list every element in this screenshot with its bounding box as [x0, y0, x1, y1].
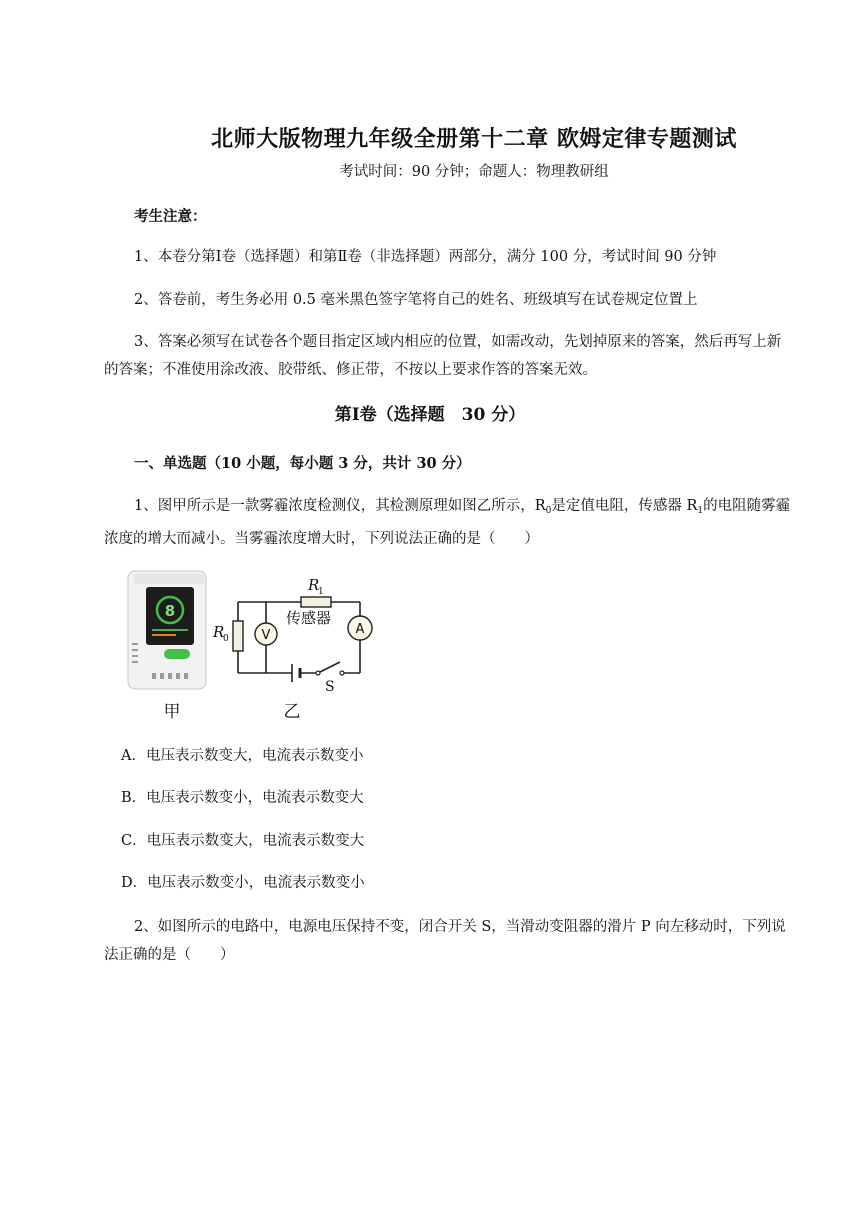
notice-item-2: 2、答卷前，考生务必用 0.5 毫米黑色签字笔将自己的姓名、班级填写在试卷规定位置上 [134, 292, 698, 308]
haze-detector-device [128, 571, 206, 689]
option-b: B．电压表示数变小，电流表示数变大 [121, 790, 364, 806]
device-reading: 8 [164, 602, 176, 620]
notice-item-3: 3、答案必须写在试卷各个题目指定区域内相应的位置，如需改动，先划掉原来的答案，然后再写上新的答案；不准使用涂改液、胶带纸、修正带，不按以上要求作答的答案无效。 [104, 334, 782, 378]
ammeter-label: A [355, 622, 365, 637]
r0-label: R [213, 623, 225, 641]
figure-label-jia: 甲 [163, 702, 181, 722]
resistor-r1 [301, 597, 331, 607]
q1-text-a: 1、图甲所示是一款雾霾浓度检测仪，其检测原理如图乙所示，R [134, 498, 546, 514]
question-1-text [104, 492, 794, 553]
exam-info: 考试时间：90 分钟；命题人：物理教研组 [339, 164, 609, 180]
section-title: 第Ⅰ卷（选择题 30 分） [334, 405, 526, 425]
option-a: A．电压表示数变大，电流表示数变小 [121, 748, 364, 764]
r0-subscript: 0 [223, 634, 229, 644]
q1-text-b: 是定值电阻，传感器 R [551, 498, 698, 514]
page-title: 北师大版物理九年级全册第十二章 欧姆定律专题测试 [211, 126, 737, 152]
r1-label: R [308, 576, 320, 594]
switch-contact [316, 671, 320, 675]
switch-label: S [325, 679, 335, 695]
question-1-figure [120, 565, 400, 730]
question-2-text: 2、如图所示的电路中，电源电压保持不变，闭合开关 S，当滑动变阻器的滑片 P 向左移动时，下列说法正确的是（ ） [104, 919, 786, 963]
q1-sub-1: 1 [697, 506, 704, 516]
resistor-r0 [233, 621, 243, 651]
notice-item-1: 1、本卷分第Ⅰ卷（选择题）和第Ⅱ卷（非选择题）两部分，满分 100 分，考试时间 90 分钟 [134, 249, 717, 265]
sensor-label: 传感器 [286, 609, 332, 627]
option-c: C．电压表示数变大，电流表示数变大 [121, 833, 365, 849]
r1-subscript: 1 [318, 587, 324, 597]
voltmeter-label: V [261, 628, 271, 643]
switch-contact [340, 671, 344, 675]
part-heading: 一、单选题（10 小题，每小题 3 分，共计 30 分） [134, 455, 471, 472]
q1-text-c: 的电阻随雾霾浓度的增大而减小。当雾霾浓度增大时，下列说法正确的是（ ） [104, 498, 791, 547]
notice-heading: 考生注意： [134, 208, 207, 225]
figure-label-yi: 乙 [283, 702, 301, 722]
option-d: D．电压表示数变小，电流表示数变小 [121, 875, 365, 891]
q1-sub-0: 0 [545, 506, 552, 516]
